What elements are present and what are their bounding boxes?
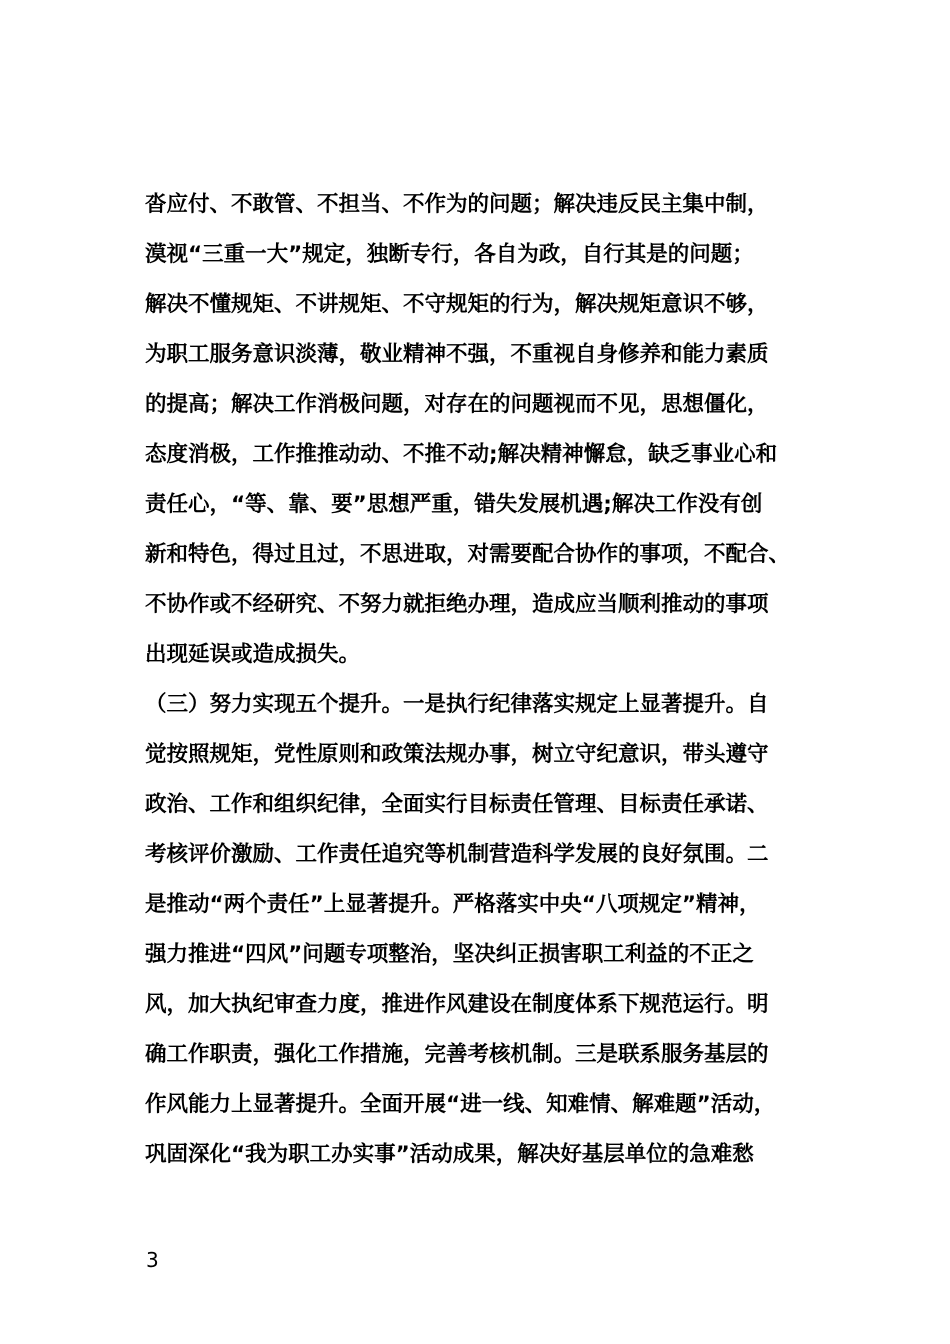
text-line: 出现延误或造成损失。 xyxy=(145,642,361,667)
text-line: 的提高；解决工作消极问题，对存在的问题视而不见，思想僵化， xyxy=(145,392,769,417)
text-line: 为职工服务意识淡薄，敬业精神不强，不重视自身修养和能力素质 xyxy=(145,342,769,367)
text-line: 是推动“两个责任”上显著提升。严格落实中央“八项规定”精神， xyxy=(145,892,761,917)
text-line: 政治、工作和组织纪律，全面实行目标责任管理、目标责任承诺、 xyxy=(145,792,769,817)
section-heading-line: （三）努力实现五个提升。一是执行纪律落实规定上显著提升。自 xyxy=(145,692,769,717)
text-line: 不协作或不经研究、不努力就拒绝办理，造成应当顺利推动的事项 xyxy=(145,592,769,617)
body-text xyxy=(145,180,845,1180)
text-line: 态度消极，工作推推动动、不推不动;解决精神懈怠，缺乏事业心和 xyxy=(145,442,778,467)
text-line: 新和特色，得过且过，不思进取，对需要配合协作的事项，不配合、 xyxy=(145,542,791,567)
page-number: 3 xyxy=(146,1248,159,1272)
text-line: 觉按照规矩，党性原则和政策法规办事，树立守纪意识，带头遵守 xyxy=(145,742,769,767)
text-line: 确工作职责，强化工作措施，完善考核机制。三是联系服务基层的 xyxy=(145,1042,769,1067)
text-line: 巩固深化“我为职工办实事”活动成果，解决好基层单位的急难愁 xyxy=(145,1142,754,1167)
text-line: 考核评价激励、工作责任追究等机制营造科学发展的良好氛围。二 xyxy=(145,842,769,867)
text-line: 解决不懂规矩、不讲规矩、不守规矩的行为，解决规矩意识不够， xyxy=(145,292,769,317)
text-line: 风，加大执纪审查力度，推进作风建设在制度体系下规范运行。明 xyxy=(145,992,769,1017)
text-line: 作风能力上显著提升。全面开展“进一线、知难情、解难题”活动， xyxy=(145,1092,776,1117)
text-line: 沓应付、不敢管、不担当、不作为的问题；解决违反民主集中制， xyxy=(145,192,769,217)
text-line: 责任心，“等、靠、要”思想严重，错失发展机遇;解决工作没有创 xyxy=(145,492,763,517)
text-line: 强力推进“四风”问题专项整治，坚决纠正损害职工利益的不正之 xyxy=(145,942,754,967)
text-line: 漠视“三重一大”规定，独断专行，各自为政，自行其是的问题； xyxy=(145,242,754,267)
